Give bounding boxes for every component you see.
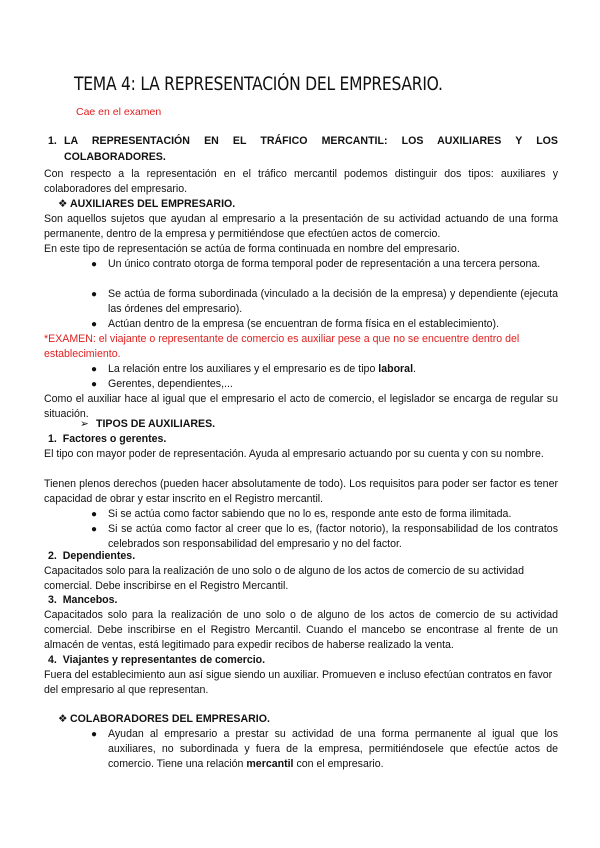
exam-warning: *EXAMEN: el viajante o representante de comercio es auxiliar pese a que no se encuentre dentro del establecimiento. — [44, 333, 520, 360]
bullet-dot-icon: ● — [91, 379, 98, 390]
tipo-4-title: Viajantes y representantes de comercio. — [62, 654, 266, 666]
tipo-4-heading — [48, 653, 265, 668]
section-1-number: 1. — [48, 135, 57, 147]
tipo-1-heading — [48, 432, 166, 447]
tipo-3-paragraph: Capacitados solo para la realización de uno solo o de alguno de los actos de comercio de su actividad comercial. Debe inscribirse en el Registro Mercantil. Cuando el mancebo se encontrase al frente de un almacén de ventas, está legitimado para expedir recibos de haberse realizado la venta. — [44, 609, 558, 651]
colaboradores-heading — [58, 712, 270, 727]
auxiliares-title: AUXILIARES DEL EMPRESARIO. — [70, 198, 236, 210]
tipo-3-heading — [48, 593, 117, 608]
auxiliares-paragraph-2: En este tipo de representación se actúa de forma continuada en nombre del empresario. — [44, 243, 460, 255]
tipo-2-heading — [48, 549, 135, 564]
tipo-1-bullet-2: Si se actúa como factor al creer que lo es, (factor notorio), la responsabilidad de los contratos celebrados son responsabilidad del empresario y no del factor. — [108, 523, 558, 550]
bullet-dot-icon: ● — [91, 524, 98, 535]
section-1-heading — [48, 133, 558, 165]
bullet-4-end: . — [413, 363, 416, 375]
bullet-dot-icon: ● — [91, 729, 98, 740]
page-title: TEMA 4: LA REPRESENTACIÓN DEL EMPRESARIO. — [74, 74, 443, 95]
colaboradores-bullet-bold: mercantil — [246, 758, 294, 770]
auxiliares-bullet-4 — [108, 362, 558, 377]
tipo-2-paragraph: Capacitados solo para la realización de uno solo o de alguno de los actos de comercio de su actividad comercial. Debe inscribirse en el Registro Mercantil. — [44, 565, 524, 592]
tipo-3-title: Mancebos. — [62, 594, 118, 606]
auxiliares-heading — [58, 197, 235, 212]
section-1-title: LA REPRESENTACIÓN EN EL TRÁFICO MERCANTIL: LOS AUXILIARES Y LOS COLABORADORES. — [64, 135, 558, 163]
tipo-3-number: 3. — [48, 594, 57, 606]
colaboradores-bullet-end: con el empresario. — [293, 758, 384, 770]
section-1-intro: Con respecto a la representación en el tráfico mercantil podemos distinguir dos tipos: auxiliares y colaboradores del empresario. — [44, 168, 558, 195]
bullet-dot-icon: ● — [91, 509, 98, 520]
tipo-1-paragraph-1: El tipo con mayor poder de representación. Ayuda al empresario actuando por su cuenta y con su nombre. — [44, 448, 544, 460]
diamond-bullet-icon: ❖ — [58, 713, 68, 725]
tipo-4-number: 4. — [48, 654, 57, 666]
auxiliares-paragraph-3: Como el auxiliar hace al igual que el empresario el acto de comercio, el legislador se encarga de regular su situación. — [44, 393, 558, 420]
tipos-heading — [80, 417, 215, 432]
bullet-4-text: La relación entre los auxiliares y el empresario es de tipo — [108, 363, 379, 375]
auxiliares-bullet-3: Actúan dentro de la empresa (se encuentran de forma física en el establecimiento). — [108, 318, 500, 330]
diamond-bullet-icon: ❖ — [58, 198, 68, 210]
auxiliares-bullet-5: Gerentes, dependientes,... — [108, 378, 233, 390]
bullet-dot-icon: ● — [91, 319, 98, 330]
tipo-2-number: 2. — [48, 550, 57, 562]
tipo-1-number: 1. — [48, 433, 57, 445]
tipo-1-bullet-1: Si se actúa como factor sabiendo que no lo es, responde ante esto de forma ilimitada. — [108, 508, 512, 520]
bullet-4-bold: laboral — [378, 363, 414, 375]
tipo-1-paragraph-2: Tienen plenos derechos (pueden hacer absolutamente de todo). Los requisitos para poder ser factor es tener capacidad de obrar y estar inscrito en el Registro mercantil. — [44, 478, 558, 505]
auxiliares-bullet-1: Un único contrato otorga de forma temporal poder de representación a una tercera persona. — [108, 258, 541, 270]
bullet-dot-icon: ● — [91, 364, 98, 375]
exam-note: Cae en el examen — [76, 106, 162, 118]
colaboradores-bullet — [108, 727, 558, 772]
tipo-4-paragraph: Fuera del establecimiento aun así sigue siendo un auxiliar. Promueven e incluso efectúan contratos en favor del empresario al que representan. — [44, 669, 553, 696]
tipo-2-title: Dependientes. — [62, 550, 136, 562]
tipo-1-title: Factores o gerentes. — [62, 433, 167, 445]
auxiliares-paragraph-1: Son aquellos sujetos que ayudan al empresario a la presentación de su actividad actuando de una forma permanente, dentro de la empresa y permitiéndose que efectúen actos de comercio. — [44, 213, 558, 240]
colaboradores-title: COLABORADORES DEL EMPRESARIO. — [70, 713, 270, 725]
arrow-bullet-icon: ➢ — [80, 418, 89, 430]
bullet-dot-icon: ● — [91, 289, 98, 300]
auxiliares-bullet-2: Se actúa de forma subordinada (vinculado a la decisión de la empresa) y dependiente (ejecuta las órdenes del empresario). — [108, 288, 558, 315]
bullet-dot-icon: ● — [91, 259, 98, 270]
colaboradores-bullet-text: Ayudan al empresario a prestar su actividad de una forma permanente al igual que los auxiliares, no subordinada y fuera de la empresa, permitiéndosele que efectúe actos de comercio. Tiene una relación — [108, 728, 558, 770]
tipos-title: TIPOS DE AUXILIARES. — [96, 418, 216, 430]
